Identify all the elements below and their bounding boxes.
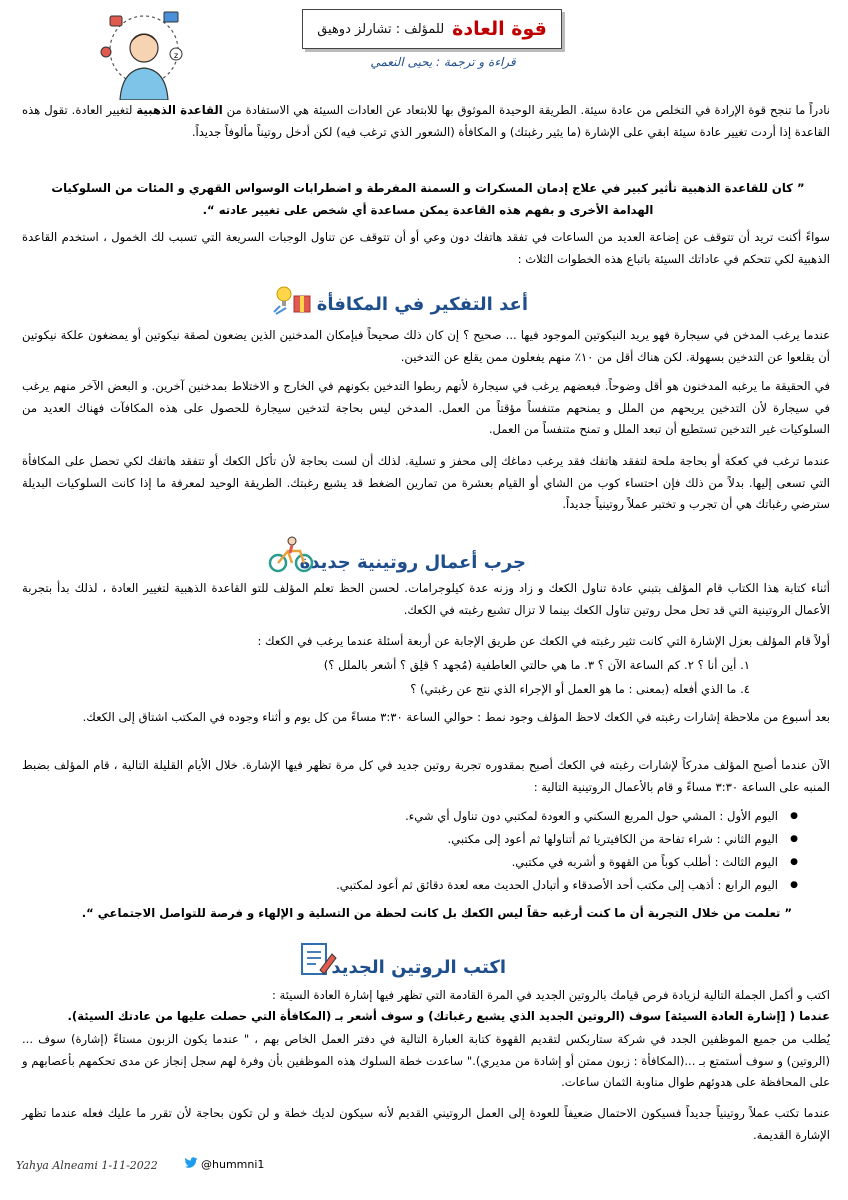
- cycling-icon: [266, 535, 316, 573]
- section3-paragraph-1: اكتب و أكمل الجملة التالية لزيادة فرص قيامك بالروتين الجديد في المرة القادمة التي تظهر فيها إشارة العادة السيئة :: [271, 988, 830, 1002]
- intro-quote: ” كان للقاعدة الذهبية تأثير كبير في علاج إدمان المسكرات و السمنة المفرطة و اضطرابات الوسواس القهري و المئات من السلوكيات الهدامة الأخرى و بفهم هذه القاعدة يمكن مساعدة أي شخص على تغيير عادته “.: [51, 181, 805, 217]
- section3-paragraph-3: يُطلب من جميع الموظفين الجدد في شركة ستاربكس لتقديم القهوة كتابة العبارة التالية في دفتر العمل الخاص بهم ، " عندما يكون الزبون مستاءً (إشارة) سوف ...(الروتين) و سوف أستمتع بـ ...(المكافأة : زبون ممتن أو إشادة من مديري)." ساعدت خطة السلوك هذه الموظفين بأن وفرة لهم سجل إنجاز عن مدى تحكمهم بأعصابهم و على المحافظة على هدوئهم طوال مناوبة الثمان ساعات.: [22, 1032, 830, 1089]
- intro-paragraph-2: سواءً أكنت تريد أن تتوقف عن إضاعة العديد من الساعات في تفقد هاتفك دون وعي أو أن تتوقف عن تناول الوجبات السريعة التي تسبب لك الخمول ، استخدم القاعدة الذهبية لكي تتحكم في عاداتك السيئة باتباع هذه الخطوات الثلاث :: [22, 230, 830, 266]
- questions-line-1: ١. أين أنا ؟ ٢. كم الساعة الآن ؟ ٣. ما هي حالتي العاطفية (مُجهد ؟ قلِق ؟ أشعر بالملل ؟): [323, 658, 750, 672]
- svg-text:z: z: [174, 51, 179, 60]
- title-box: [302, 9, 562, 49]
- section2-quote: ” تعلمت من خلال التجربة أن ما كنت أرغبه حقاً ليس الكعك بل كانت لحظة من التسلية و الإلهاء و فرصة للتواصل الاجتماعي “.: [81, 906, 792, 920]
- section1-paragraph-1: عندما يرغب المدخن في سيجارة فهو يريد النيكوتين الموجود فيها ... صحيح ؟ إن كان ذلك صحيحاً فبإمكان المدخنين الذين يضعون لصقة نيكوتين أو يمضغون علكة نيكوتين أن يقلعوا عن التدخين بسهولة. لكن هناك أقل من ١٠٪ منهم يفعلون ممن يقلع عن التدخين.: [22, 328, 830, 364]
- page-title: قوة العادة: [452, 18, 547, 40]
- section2-paragraph-1: أثناء كتابة هذا الكتاب قام المؤلف بتبني عادة تناول الكعك و زاد وزنه عدة كيلوجرامات. لحسن الحظ تعلم المؤلف للتو القاعدة الذهبية لتغيير العادة ، لذلك بدأ بتجربة الأعمال الروتينية التي قد تحل محل روتين تناول الكعك بينما لا تزال تشبع رغبته في الكعك.: [22, 581, 830, 617]
- twitter-bird-icon: [184, 1157, 198, 1172]
- section2-paragraph-4: الآن عندما أصبح المؤلف مدركاً لإشارات رغبته في الكعك أصبح بمقدوره تجربة روتين جديد في كل مرة تظهر فيها الإشارة. خلال الأيام القليلة التالية ، قام المؤلف بضبط المنبه على الساعة ٣:٣٠ مساءً و قام بالأعمال الروتينية التالية :: [22, 758, 830, 794]
- person-habits-illustration: [96, 4, 192, 100]
- section2-paragraph-2: أولاً قام المؤلف بعزل الإشارة التي كانت تثير رغبته في الكعك عن طريق الإجابة عن أربعة أسئلة عندما يرغب في الكعك :: [257, 634, 830, 648]
- twitter-handle[interactable]: @hummni1: [184, 1157, 264, 1172]
- section2-paragraph-3: بعد أسبوع من ملاحظة إشارات رغبته في الكعك لاحظ المؤلف وجود نمط : حوالي الساعة ٣:٣٠ مساءً من كل يوم و أثناء وجوده في المكتب اشتاق إلى الكعك.: [82, 710, 830, 724]
- questions-line-2: ٤. ما الذي أفعله (بمعنى : ما هو العمل أو الإجراء الذي نتج عن رغبتي) ؟: [410, 682, 750, 696]
- intro-paragraph-1: نادراً ما تنجح قوة الإرادة في التخلص من عادة سيئة. الطريقة الوحيدة الموثوق بها للابتعاد عن العادات السيئة هي الاستفادة من القاعدة الذهبية لتغيير العادة. تقول هذه القاعدة إذا أردت تغيير عادة سيئة ابقي على الإشارة (ما يثير رغبتك) و المكافأة (الشعور الذي ترغب فيه) لكن أدخل روتيناً مألوفاً جديداً.: [22, 103, 830, 139]
- footer-signature: Yahya Alneami 1-11-2022: [16, 1159, 158, 1172]
- section1-paragraph-2: في الحقيقة ما يرغبه المدخنون هو أقل وضوحاً. فبعضهم يرغب في سيجارة لأنهم ربطوا التدخين بكونهم في الخارج و الاختلاط بمدخنين آخرين. و البعض الآخر منهم يرغب في سيجارة لأن التدخين يريحهم من الملل و يمنحهم متنفساً مؤقتاً من العمل. المدخن ليس بحاجة لتدخين سيجارة للحصول على هذه المكافآت فهناك العديد من السلوكيات غير التدخين تستطيع أن تبعد الملل و تمنح متنفساً من العمل.: [22, 379, 830, 436]
- day-routines-list: [18, 805, 800, 897]
- reward-gift-icon: [272, 282, 314, 318]
- list-item: ● اليوم الثالث : أطلب كوباً من القهوة و أشربه في مكتبي.: [18, 851, 778, 874]
- document-pencil-icon: [298, 940, 338, 978]
- section-heading-rethink-reward: أعد التفكير في المكافأة: [316, 294, 528, 315]
- section-heading-try-new-routines: جرب أعمال روتينية جديدة: [299, 552, 526, 573]
- translator-byline: قراءة و ترجمة : يحيى النعمي: [370, 55, 516, 69]
- list-item: ● اليوم الثاني : شراء تفاحة من الكافيتريا ثم أتناولها ثم أعود إلى مكتبي.: [18, 828, 778, 851]
- list-item: ● اليوم الأول : المشي حول المربع السكني و العودة لمكتبي دون تناول أي شيء.: [18, 805, 778, 828]
- list-item: ● اليوم الرابع : أذهب إلى مكتب أحد الأصدقاء و أتبادل الحديث معه لعدة دقائق ثم أعود لمكتبي.: [18, 874, 778, 897]
- golden-rule-term: القاعدة الذهبية: [136, 103, 223, 117]
- section3-formula: عندما ( [إشارة العادة السيئة] سوف (الروتين الجديد الذي يشبع رغباتك) و سوف أشعر بـ (المكافأة التي حصلت عليها من عادتك السيئة).: [67, 1009, 830, 1023]
- author-line: للمؤلف : تشارلز دوهيق: [317, 21, 445, 37]
- section3-paragraph-4: عندما تكتب عملاً روتينياً جديداً فسيكون الاحتمال ضعيفاً للعودة إلى العمل الروتيني القديم لأنه سيكون لديك خطة و لن تكون بحاجة لأن تقرر ما عليك فعله عندما تظهر الإشارة القديمة.: [22, 1106, 830, 1142]
- section-heading-write-routine: اكتب الروتين الجديد: [331, 957, 506, 978]
- section1-paragraph-3: عندما ترغب في كعكة أو بحاجة ملحة لتفقد هاتفك فقد يرغب دماغك إلى محفز و تسلية. لذلك أن لست بحاجة لأن تأكل الكعك أو تتفقد هاتفك لكي تحصل على المكافأة التي تسعى إليها. بدلاً من ذلك فإن احتساء كوب من الشاي أو القيام بعشرة من تمارين الضغط قد يشبع رغبتك. الطريقة الوحيد لمعرفة ما إذا كانت السلوكيات البديلة سترضي رغباتك هي أن تجرب و تختبر عملاً روتينياً جديداً.: [22, 454, 830, 511]
